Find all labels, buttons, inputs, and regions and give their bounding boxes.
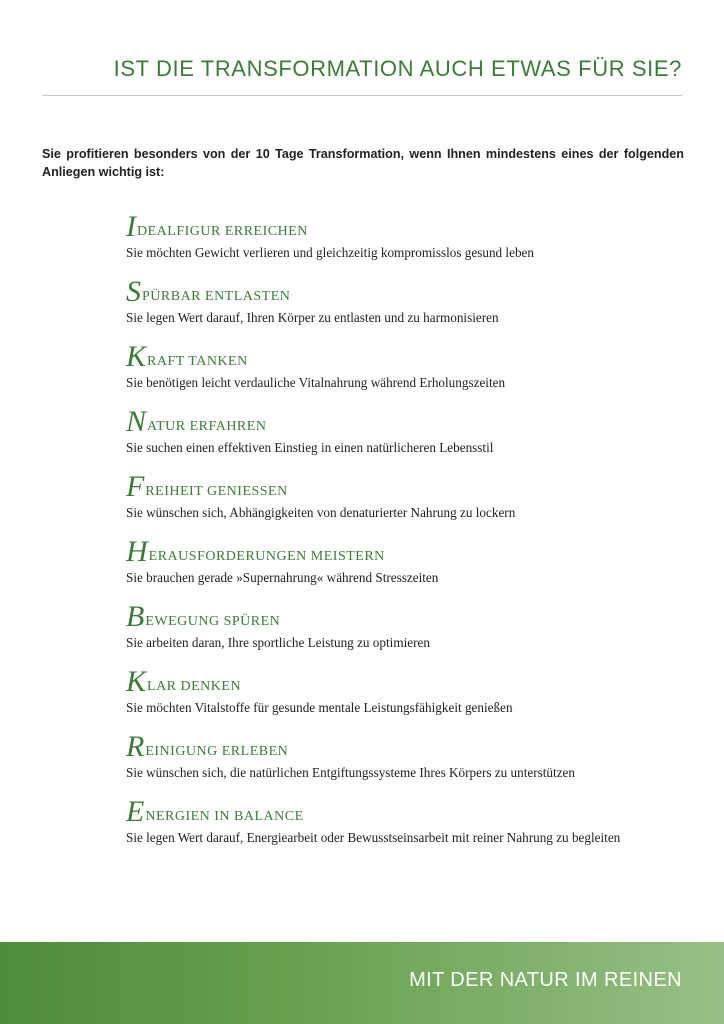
list-item bbox=[126, 342, 704, 407]
item-description: Sie möchten Vitalstoffe für gesunde mentale Leistungsfähigkeit genießen bbox=[126, 700, 513, 715]
item-title: EWEGUNG SPÜREN bbox=[145, 614, 281, 629]
item-title: RAFT TANKEN bbox=[147, 354, 248, 369]
item-description: Sie suchen einen effektiven Einstieg in einen natürlicheren Lebensstil bbox=[126, 440, 494, 455]
item-heading bbox=[126, 537, 704, 567]
item-initial: K bbox=[126, 665, 147, 698]
item-initial: H bbox=[126, 535, 148, 568]
item-heading bbox=[126, 277, 704, 307]
list-item bbox=[126, 472, 704, 537]
item-description: Sie wünschen sich, die natürlichen Entgiftungssysteme Ihres Körpers zu unterstützen bbox=[126, 765, 575, 780]
item-initial: S bbox=[126, 275, 141, 308]
item-heading bbox=[126, 602, 704, 632]
item-description: Sie möchten Gewicht verlieren und gleichzeitig kompromisslos gesund leben bbox=[126, 245, 534, 260]
item-title: LAR DENKEN bbox=[147, 679, 242, 694]
item-heading bbox=[126, 407, 704, 437]
item-description: Sie legen Wert darauf, Energiearbeit oder Bewusstseinsarbeit mit reiner Nahrung zu begleiten bbox=[126, 830, 621, 845]
item-heading bbox=[126, 342, 704, 372]
item-description: Sie wünschen sich, Abhängigkeiten von denaturierter Nahrung zu lockern bbox=[126, 505, 516, 520]
item-initial: K bbox=[126, 340, 147, 373]
item-initial: E bbox=[126, 795, 145, 828]
item-initial: I bbox=[126, 210, 136, 243]
item-initial: B bbox=[126, 600, 145, 633]
list-item bbox=[126, 277, 704, 342]
footer-band bbox=[0, 942, 724, 1024]
item-description: Sie brauchen gerade »Supernahrung« während Stresszeiten bbox=[126, 570, 439, 585]
benefit-list bbox=[126, 212, 704, 862]
item-heading bbox=[126, 797, 704, 827]
item-title: EINIGUNG ERLEBEN bbox=[145, 744, 289, 759]
list-item bbox=[126, 602, 704, 667]
item-heading bbox=[126, 212, 704, 242]
item-description: Sie arbeiten daran, Ihre sportliche Leistung zu optimieren bbox=[126, 635, 430, 650]
item-title: ERAUSFORDERUNGEN MEISTERN bbox=[148, 549, 385, 564]
item-heading bbox=[126, 667, 704, 697]
footer-tagline: MIT DER NATUR IM REINEN bbox=[409, 969, 682, 991]
item-initial: N bbox=[126, 405, 147, 438]
item-initial: F bbox=[126, 470, 145, 503]
list-item bbox=[126, 732, 704, 797]
list-item bbox=[126, 212, 704, 277]
list-item bbox=[126, 407, 704, 472]
title-divider bbox=[42, 95, 682, 96]
item-title: ATUR ERFAHREN bbox=[147, 419, 267, 434]
item-title: REIHEIT GENIESSEN bbox=[145, 484, 288, 499]
item-description: Sie benötigen leicht verdauliche Vitalnahrung während Erholungszeiten bbox=[126, 375, 506, 390]
list-item bbox=[126, 537, 704, 602]
item-description: Sie legen Wert darauf, Ihren Körper zu entlasten und zu harmonisieren bbox=[126, 310, 499, 325]
item-title: DEALFIGUR ERREICHEN bbox=[137, 224, 308, 239]
list-item bbox=[126, 797, 704, 862]
item-heading bbox=[126, 472, 704, 502]
page-title: IST DIE TRANSFORMATION AUCH ETWAS FÜR SIE? bbox=[113, 56, 682, 81]
intro-text: Sie profitieren besonders von der 10 Tage Transformation, wenn Ihnen mindestens eines der folgenden Anliegen wichtig ist: bbox=[42, 147, 684, 179]
item-title: PÜRBAR ENTLASTEN bbox=[142, 289, 291, 304]
item-initial: R bbox=[126, 730, 145, 763]
item-title: NERGIEN IN BALANCE bbox=[145, 809, 304, 824]
item-heading bbox=[126, 732, 704, 762]
list-item bbox=[126, 667, 704, 732]
